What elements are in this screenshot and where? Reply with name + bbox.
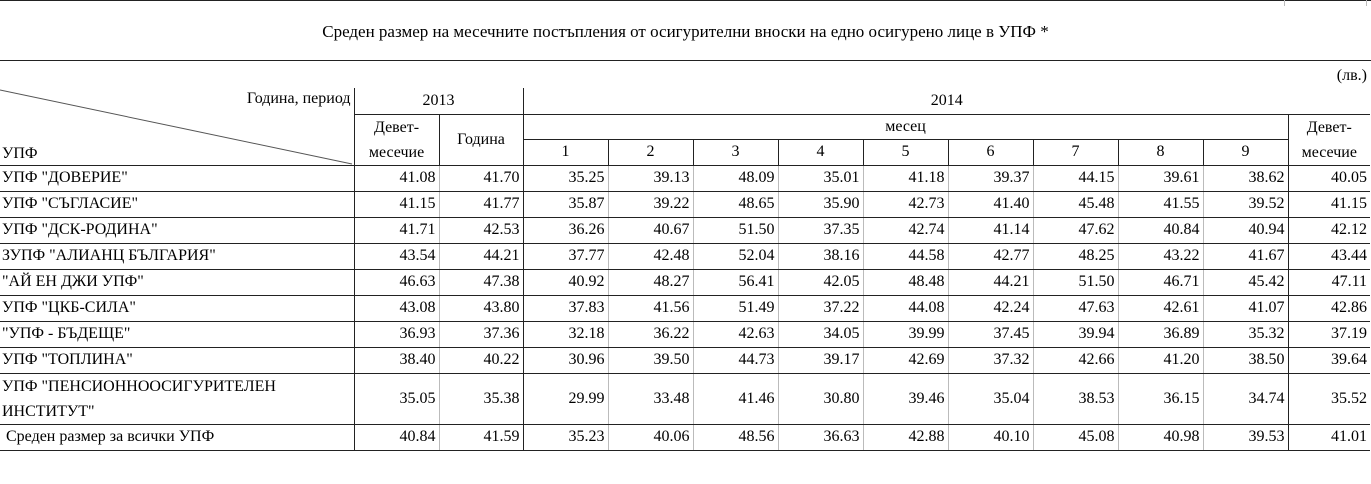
value-cell: 43.44 bbox=[1288, 243, 1370, 269]
fund-name-cell: Среден размер за всички УПФ bbox=[0, 424, 354, 450]
table-row bbox=[0, 424, 1370, 450]
value-cell: 37.83 bbox=[523, 295, 608, 321]
value-cell: 39.46 bbox=[863, 373, 948, 424]
value-cell: 40.06 bbox=[608, 424, 693, 450]
value-cell: 48.56 bbox=[693, 424, 778, 450]
value-cell: 48.65 bbox=[693, 191, 778, 217]
table-row bbox=[0, 373, 1370, 424]
value-cell: 38.16 bbox=[778, 243, 863, 269]
fund-name-line: УПФ "ПЕНСИОННООСИГУРИТЕЛЕН bbox=[2, 377, 276, 395]
value-cell: 36.93 bbox=[354, 321, 439, 347]
month-header: 2 bbox=[608, 139, 693, 165]
value-cell: 40.67 bbox=[608, 217, 693, 243]
value-cell: 52.04 bbox=[693, 243, 778, 269]
value-cell: 41.15 bbox=[354, 191, 439, 217]
value-cell: 33.48 bbox=[608, 373, 693, 424]
value-cell: 44.21 bbox=[439, 243, 523, 269]
table-title: Среден размер на месечните постъпления от осигурителни вноски на едно осигурено лице в УПФ * bbox=[322, 22, 1049, 41]
value-cell: 51.50 bbox=[693, 217, 778, 243]
value-cell: 42.73 bbox=[863, 191, 948, 217]
value-cell: 42.24 bbox=[948, 295, 1033, 321]
title-separator bbox=[0, 60, 1371, 61]
value-cell: 39.64 bbox=[1288, 347, 1370, 373]
value-cell: 36.22 bbox=[608, 321, 693, 347]
value-cell: 36.63 bbox=[778, 424, 863, 450]
fund-name-cell: "АЙ ЕН ДЖИ УПФ" bbox=[0, 269, 354, 295]
value-cell: 29.99 bbox=[523, 373, 608, 424]
unit-label: (лв.) bbox=[1336, 67, 1367, 84]
value-cell: 40.84 bbox=[354, 424, 439, 450]
value-cell: 39.99 bbox=[863, 321, 948, 347]
value-cell: 39.50 bbox=[608, 347, 693, 373]
value-cell: 41.77 bbox=[439, 191, 523, 217]
value-cell: 48.09 bbox=[693, 165, 778, 191]
value-cell: 37.36 bbox=[439, 321, 523, 347]
fund-name-cell: ЗУПФ "АЛИАНЦ БЪЛГАРИЯ" bbox=[0, 243, 354, 269]
value-cell: 42.77 bbox=[948, 243, 1033, 269]
table-row bbox=[0, 165, 1370, 191]
value-cell: 48.48 bbox=[863, 269, 948, 295]
value-cell: 41.07 bbox=[1203, 295, 1288, 321]
value-cell: 41.14 bbox=[948, 217, 1033, 243]
value-cell: 42.69 bbox=[863, 347, 948, 373]
value-cell: 56.41 bbox=[693, 269, 778, 295]
table-body bbox=[0, 165, 1370, 450]
table-row bbox=[0, 269, 1370, 295]
value-cell: 40.22 bbox=[439, 347, 523, 373]
value-cell: 47.38 bbox=[439, 269, 523, 295]
value-cell: 35.32 bbox=[1203, 321, 1288, 347]
nine-months-line2: месечие bbox=[368, 143, 425, 161]
value-cell: 35.52 bbox=[1288, 373, 1370, 424]
month-header: 9 bbox=[1203, 139, 1288, 165]
value-cell: 42.66 bbox=[1033, 347, 1118, 373]
value-cell: 44.15 bbox=[1033, 165, 1118, 191]
table-row bbox=[0, 321, 1370, 347]
value-cell: 42.53 bbox=[439, 217, 523, 243]
value-cell: 44.21 bbox=[948, 269, 1033, 295]
value-cell: 38.53 bbox=[1033, 373, 1118, 424]
value-cell: 41.18 bbox=[863, 165, 948, 191]
value-cell: 39.52 bbox=[1203, 191, 1288, 217]
value-cell: 47.63 bbox=[1033, 295, 1118, 321]
value-cell: 47.62 bbox=[1033, 217, 1118, 243]
value-cell: 45.48 bbox=[1033, 191, 1118, 217]
value-cell: 42.61 bbox=[1118, 295, 1203, 321]
value-cell: 40.94 bbox=[1203, 217, 1288, 243]
value-cell: 41.15 bbox=[1288, 191, 1370, 217]
nine-months-2014-header bbox=[1288, 114, 1370, 165]
value-cell: 42.05 bbox=[778, 269, 863, 295]
value-cell: 39.37 bbox=[948, 165, 1033, 191]
value-cell: 41.59 bbox=[439, 424, 523, 450]
value-cell: 43.22 bbox=[1118, 243, 1203, 269]
fund-name-cell: УПФ "ДСК-РОДИНА" bbox=[0, 217, 354, 243]
table-row bbox=[0, 243, 1370, 269]
month-header: 8 bbox=[1118, 139, 1203, 165]
value-cell: 41.46 bbox=[693, 373, 778, 424]
nine-months-line2: месечие bbox=[1301, 143, 1357, 161]
value-cell: 37.19 bbox=[1288, 321, 1370, 347]
year-2014-header: 2014 bbox=[523, 88, 1370, 114]
value-cell: 35.01 bbox=[778, 165, 863, 191]
value-cell: 39.94 bbox=[1033, 321, 1118, 347]
value-cell: 35.87 bbox=[523, 191, 608, 217]
value-cell: 37.77 bbox=[523, 243, 608, 269]
fund-name-cell: УПФ "ТОПЛИНА" bbox=[0, 347, 354, 373]
value-cell: 51.49 bbox=[693, 295, 778, 321]
nine-months-line1: Девет- bbox=[1306, 118, 1352, 136]
value-cell: 39.61 bbox=[1118, 165, 1203, 191]
value-cell: 35.05 bbox=[354, 373, 439, 424]
value-cell: 38.62 bbox=[1203, 165, 1288, 191]
column-tick bbox=[1284, 0, 1285, 6]
month-header: 1 bbox=[523, 139, 608, 165]
value-cell: 35.38 bbox=[439, 373, 523, 424]
value-cell: 40.10 bbox=[948, 424, 1033, 450]
value-cell: 30.96 bbox=[523, 347, 608, 373]
value-cell: 46.63 bbox=[354, 269, 439, 295]
value-cell: 46.71 bbox=[1118, 269, 1203, 295]
month-header: 4 bbox=[778, 139, 863, 165]
value-cell: 43.08 bbox=[354, 295, 439, 321]
value-cell: 42.63 bbox=[693, 321, 778, 347]
nine-months-2013-header bbox=[354, 114, 439, 165]
table-row bbox=[0, 347, 1370, 373]
column-tick bbox=[1366, 0, 1367, 6]
value-cell: 35.04 bbox=[948, 373, 1033, 424]
value-cell: 38.50 bbox=[1203, 347, 1288, 373]
value-cell: 40.92 bbox=[523, 269, 608, 295]
value-cell: 43.54 bbox=[354, 243, 439, 269]
month-group-header: месец bbox=[523, 114, 1288, 139]
value-cell: 35.90 bbox=[778, 191, 863, 217]
value-cell: 39.22 bbox=[608, 191, 693, 217]
month-header: 6 bbox=[948, 139, 1033, 165]
value-cell: 44.08 bbox=[863, 295, 948, 321]
month-header: 5 bbox=[863, 139, 948, 165]
value-cell: 41.40 bbox=[948, 191, 1033, 217]
data-table bbox=[0, 88, 1370, 451]
value-cell: 42.74 bbox=[863, 217, 948, 243]
fund-name-cell: "УПФ - БЪДЕЩЕ" bbox=[0, 321, 354, 347]
value-cell: 48.25 bbox=[1033, 243, 1118, 269]
value-cell: 51.50 bbox=[1033, 269, 1118, 295]
fund-name-cell: УПФ "ДОВЕРИЕ" bbox=[0, 165, 354, 191]
value-cell: 40.98 bbox=[1118, 424, 1203, 450]
value-cell: 36.26 bbox=[523, 217, 608, 243]
value-cell: 39.53 bbox=[1203, 424, 1288, 450]
value-cell: 42.88 bbox=[863, 424, 948, 450]
year-total-2013-header: Година bbox=[439, 114, 523, 165]
value-cell: 42.48 bbox=[608, 243, 693, 269]
value-cell: 40.05 bbox=[1288, 165, 1370, 191]
value-cell: 42.86 bbox=[1288, 295, 1370, 321]
value-cell: 43.80 bbox=[439, 295, 523, 321]
value-cell: 41.67 bbox=[1203, 243, 1288, 269]
value-cell: 36.89 bbox=[1118, 321, 1203, 347]
value-cell: 39.13 bbox=[608, 165, 693, 191]
value-cell: 42.12 bbox=[1288, 217, 1370, 243]
top-border bbox=[0, 0, 1371, 1]
month-header: 3 bbox=[693, 139, 778, 165]
value-cell: 44.73 bbox=[693, 347, 778, 373]
value-cell: 41.55 bbox=[1118, 191, 1203, 217]
value-cell: 41.01 bbox=[1288, 424, 1370, 450]
fund-name-cell bbox=[0, 373, 354, 424]
fund-name-cell: УПФ "СЪГЛАСИЕ" bbox=[0, 191, 354, 217]
value-cell: 35.23 bbox=[523, 424, 608, 450]
corner-header-cell bbox=[0, 88, 354, 165]
value-cell: 37.32 bbox=[948, 347, 1033, 373]
value-cell: 41.56 bbox=[608, 295, 693, 321]
value-cell: 37.22 bbox=[778, 295, 863, 321]
value-cell: 34.74 bbox=[1203, 373, 1288, 424]
value-cell: 41.08 bbox=[354, 165, 439, 191]
value-cell: 48.27 bbox=[608, 269, 693, 295]
corner-top-label: Година, период bbox=[246, 90, 351, 107]
value-cell: 36.15 bbox=[1118, 373, 1203, 424]
value-cell: 41.20 bbox=[1118, 347, 1203, 373]
value-cell: 40.84 bbox=[1118, 217, 1203, 243]
fund-name-line: ИНСТИТУТ" bbox=[2, 402, 95, 420]
table-row bbox=[0, 217, 1370, 243]
month-header: 7 bbox=[1033, 139, 1118, 165]
value-cell: 32.18 bbox=[523, 321, 608, 347]
table-row bbox=[0, 191, 1370, 217]
value-cell: 35.25 bbox=[523, 165, 608, 191]
value-cell: 41.71 bbox=[354, 217, 439, 243]
table-row bbox=[0, 295, 1370, 321]
value-cell: 38.40 bbox=[354, 347, 439, 373]
value-cell: 30.80 bbox=[778, 373, 863, 424]
value-cell: 44.58 bbox=[863, 243, 948, 269]
year-2013-header: 2013 bbox=[354, 88, 523, 114]
value-cell: 45.42 bbox=[1203, 269, 1288, 295]
value-cell: 39.17 bbox=[778, 347, 863, 373]
nine-months-line1: Девет- bbox=[373, 118, 420, 136]
corner-bottom-label: УПФ bbox=[2, 144, 38, 162]
value-cell: 45.08 bbox=[1033, 424, 1118, 450]
value-cell: 47.11 bbox=[1288, 269, 1370, 295]
fund-name-cell: УПФ "ЦКБ-СИЛА" bbox=[0, 295, 354, 321]
value-cell: 37.35 bbox=[778, 217, 863, 243]
value-cell: 34.05 bbox=[778, 321, 863, 347]
value-cell: 41.70 bbox=[439, 165, 523, 191]
value-cell: 37.45 bbox=[948, 321, 1033, 347]
